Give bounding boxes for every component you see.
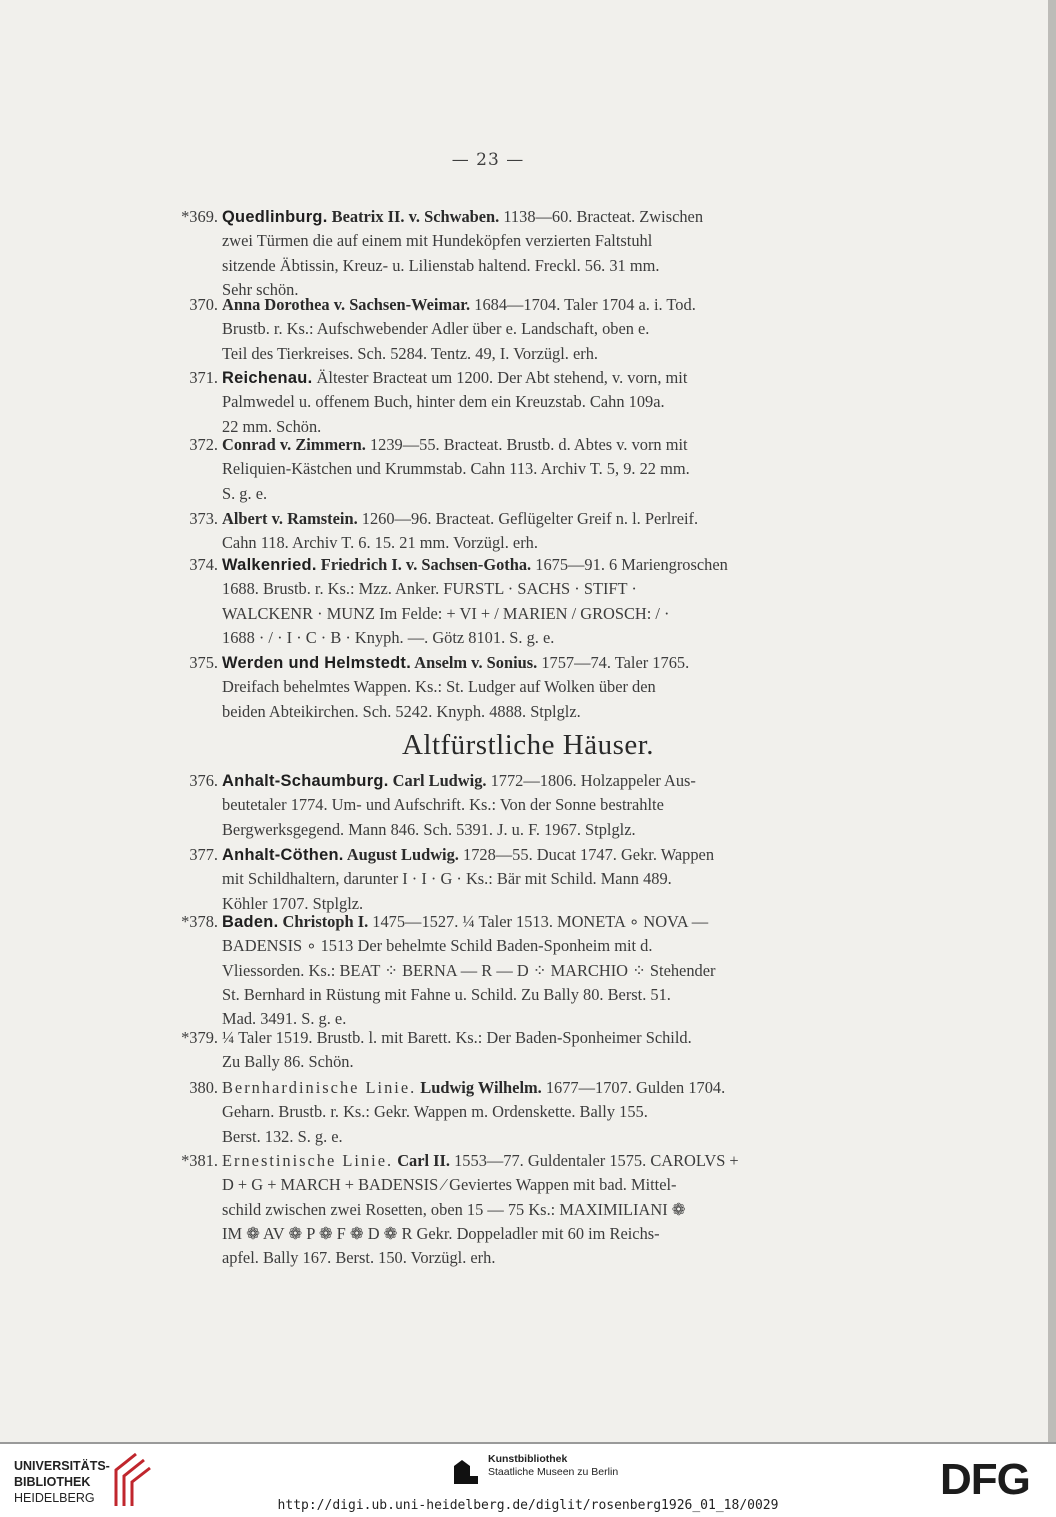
entry-number: 375. xyxy=(189,653,218,672)
entry-text: 1553—77. Guldentaler 1575. CAROLVS + xyxy=(450,1151,739,1170)
entry-number: 370. xyxy=(189,295,218,314)
page-number: — 23 — xyxy=(451,150,525,170)
entry-line xyxy=(222,1026,840,1050)
entry-text: Mad. 3491. S. g. e. xyxy=(222,1009,347,1029)
catalog-entry xyxy=(140,553,840,650)
entry-heading: Anhalt-Cöthen. xyxy=(222,846,344,864)
ruler-name: Friedrich I. v. Sachsen-Gotha. xyxy=(316,555,532,574)
entry-text: IM ❁ AV ❁ P ❁ F ❁ D ❁ R Gekr. Doppeladler mit 60 im Reichs- xyxy=(222,1223,660,1243)
entry-text: schild zwischen zwei Rosetten, oben 15 — 75 Ks.: MAXIMILIANI ❁ xyxy=(222,1199,686,1219)
entry-line xyxy=(222,293,840,317)
entry-text: beutetaler 1774. Um- und Aufschrift. Ks.: Von der Sonne bestrahlte xyxy=(222,795,664,815)
ruler-name: Ludwig Wilhelm. xyxy=(416,1078,542,1097)
entry-text: 1728—55. Ducat 1747. Gekr. Wappen xyxy=(458,845,715,864)
entry-text: Zu Bally 86. Schön. xyxy=(222,1052,354,1072)
entry-text: St. Bernhard in Rüstung mit Fahne u. Schild. Zu Bally 80. Berst. 51. xyxy=(222,984,671,1004)
entry-line xyxy=(222,507,840,531)
entry-line xyxy=(222,1222,840,1246)
entry-text: ¼ Taler 1519. Brustb. l. mit Barett. Ks.: Der Baden-Sponheimer Schild. xyxy=(222,1028,692,1047)
entry-number: 377. xyxy=(189,845,218,864)
entry-number: 372. xyxy=(189,435,218,454)
entry-text: 1688 · / · I · C · B · Knyph. —. Götz 8101. S. g. e. xyxy=(222,627,555,647)
source-url[interactable]: http://digi.ub.uni-heidelberg.de/diglit/rosenberg1926_01_18/0029 xyxy=(277,1498,779,1513)
entry-line xyxy=(222,482,840,506)
ub-line-2: BIBLIOTHEK xyxy=(14,1475,91,1489)
entry-heading: Werden und Helmstedt. xyxy=(222,654,412,672)
entry-text: Köhler 1707. Stplglz. xyxy=(222,893,364,913)
entry-text: Sehr schön. xyxy=(222,279,299,299)
catalog-entry xyxy=(140,843,840,916)
entry-heading: Anhalt-Schaumburg. xyxy=(222,772,389,790)
dfg-logo: DFG xyxy=(940,1455,1030,1504)
entry-text: 1260—96. Bracteat. Geflügelter Greif n. l. Perlreif. xyxy=(357,509,699,528)
entry-text: apfel. Bally 167. Berst. 150. Vorzügl. erh. xyxy=(222,1248,496,1268)
entry-line xyxy=(222,910,840,934)
entry-number: *378. xyxy=(181,912,218,931)
entry-text: 1757—74. Taler 1765. xyxy=(537,653,690,672)
entry-line xyxy=(222,457,840,481)
entry-text: WALCKENR · MUNZ Im Felde: + VI + / MARIEN / GROSCH: / · xyxy=(222,603,670,623)
entry-line xyxy=(222,1149,840,1173)
entry-line xyxy=(222,254,840,278)
catalog-entry xyxy=(140,769,840,842)
entry-text: Teil des Tierkreises. Sch. 5284. Tentz. 49, I. Vorzügl. erh. xyxy=(222,343,599,363)
ruler-name: Carl II. xyxy=(393,1151,451,1170)
entry-number: 371. xyxy=(189,368,218,387)
entry-line xyxy=(222,366,840,390)
page-edge xyxy=(1048,0,1056,1442)
entry-line xyxy=(222,602,840,626)
entry-line xyxy=(222,577,840,601)
entry-line xyxy=(222,700,840,724)
entry-line xyxy=(222,675,840,699)
entry-line xyxy=(222,1198,840,1222)
entry-number: *381. xyxy=(181,1151,218,1170)
entry-text: BADENSIS ∘ 1513 Der behelmte Schild Baden-Sponheim mit d. xyxy=(222,936,653,956)
entry-text: Ältester Bracteat um 1200. Der Abt stehend, v. vorn, mit xyxy=(312,368,688,387)
entry-text: mit Schildhaltern, darunter I · I · G · Ks.: Bär mit Schild. Mann 489. xyxy=(222,869,672,889)
catalog-entry xyxy=(140,507,840,556)
section-heading: Altfürstliche Häuser. xyxy=(401,729,655,761)
entry-heading: Reichenau. xyxy=(222,369,313,387)
entry-number: 374. xyxy=(189,555,218,574)
lineage-name: Ernestinische Linie. xyxy=(222,1151,394,1170)
entry-line xyxy=(222,531,840,555)
catalog-entry xyxy=(140,910,840,1031)
ub-line-3: HEIDELBERG xyxy=(14,1491,95,1505)
entry-text: Berst. 132. S. g. e. xyxy=(222,1126,343,1146)
ruler-name: August Ludwig. xyxy=(343,845,459,864)
entry-text: Vliessorden. Ks.: BEAT ⁘ BERNA — R — D ⁘ MARCHIO ⁘ Stehender xyxy=(222,960,716,980)
catalog-entry xyxy=(140,366,840,439)
entry-line xyxy=(222,769,840,793)
entry-text: 1138—60. Bracteat. Zwischen xyxy=(499,207,704,226)
catalog-entry xyxy=(140,205,840,302)
catalog-entry xyxy=(140,433,840,506)
ruler-name: Albert v. Ramstein. xyxy=(222,509,358,528)
entry-text: 1475—1527. ¼ Taler 1513. MONETA ∘ NOVA — xyxy=(368,912,709,931)
kb-line-2: Staatliche Museen zu Berlin xyxy=(488,1466,619,1478)
footer-divider xyxy=(0,1442,1056,1444)
entry-text: Palmwedel u. offenem Buch, hinter dem ein Kreuzstab. Cahn 109a. xyxy=(222,392,665,412)
entry-text: S. g. e. xyxy=(222,483,268,503)
entry-text: Bergwerksgegend. Mann 846. Sch. 5391. J. u. F. 1967. Stplglz. xyxy=(222,819,636,839)
catalog-entry xyxy=(140,1076,840,1149)
entry-line xyxy=(222,433,840,457)
entry-line xyxy=(222,959,840,983)
ruler-name: Anna Dorothea v. Sachsen-Weimar. xyxy=(222,295,471,314)
catalog-entry xyxy=(140,1026,840,1075)
entry-number: *369. xyxy=(181,207,218,226)
entry-line xyxy=(222,317,840,341)
kunstbibliothek-label xyxy=(488,1453,618,1479)
entry-text: 22 mm. Schön. xyxy=(222,416,322,436)
entry-line xyxy=(222,1246,840,1270)
entry-line xyxy=(222,1173,840,1197)
entry-number: *379. xyxy=(181,1028,218,1047)
entry-line xyxy=(222,1076,840,1100)
entry-text: 1772—1806. Holzappeler Aus- xyxy=(486,771,696,790)
lineage-name: Bernhardinische Linie. xyxy=(222,1078,417,1097)
kunstbibliothek-logo-icon xyxy=(448,1454,482,1488)
ruler-name: Beatrix II. v. Schwaben. xyxy=(327,207,500,226)
entry-line xyxy=(222,553,840,577)
entry-heading: Baden. xyxy=(222,913,279,931)
entry-heading: Walkenried. xyxy=(222,556,317,574)
catalog-entry xyxy=(140,293,840,366)
entry-text: D + G + MARCH + BADENSIS ⁄ Geviertes Wappen mit bad. Mittel- xyxy=(222,1175,677,1195)
entry-text: Brustb. r. Ks.: Aufschwebender Adler über e. Landschaft, oben e. xyxy=(222,319,650,339)
entry-line xyxy=(222,342,840,366)
entry-line xyxy=(222,626,840,650)
entry-line xyxy=(222,229,840,253)
ruler-name: Carl Ludwig. xyxy=(388,771,487,790)
entry-number: 376. xyxy=(189,771,218,790)
entry-line xyxy=(222,205,840,229)
entry-line xyxy=(222,867,840,891)
catalog-entry xyxy=(140,1149,840,1270)
entry-line xyxy=(222,1100,840,1124)
entry-text: Dreifach behelmtes Wappen. Ks.: St. Ludger auf Wolken über den xyxy=(222,677,656,697)
entry-number: 380. xyxy=(189,1078,218,1097)
catalog-entry xyxy=(140,651,840,724)
ruler-name: Christoph I. xyxy=(278,912,369,931)
entry-text: beiden Abteikirchen. Sch. 5242. Knyph. 4888. Stplglz. xyxy=(222,701,581,721)
entry-line xyxy=(222,793,840,817)
entry-text: Reliquien-Kästchen und Krummstab. Cahn 113. Archiv T. 5, 9. 22 mm. xyxy=(222,459,690,479)
entry-text: 1688. Brustb. r. Ks.: Mzz. Anker. FURSTL · SACHS · STIFT · xyxy=(222,579,637,599)
entry-line xyxy=(222,1050,840,1074)
entry-line xyxy=(222,818,840,842)
ub-line-1: UNIVERSITÄTS- xyxy=(14,1459,110,1473)
kb-line-1: Kunstbibliothek xyxy=(488,1453,568,1465)
ruler-name: Anselm v. Sonius. xyxy=(411,653,538,672)
entry-line xyxy=(222,843,840,867)
entry-text: zwei Türmen die auf einem mit Hundeköpfen verzierten Faltstuhl xyxy=(222,231,653,251)
entry-heading: Quedlinburg. xyxy=(222,208,328,226)
entry-text: Geharn. Brustb. r. Ks.: Gekr. Wappen m. Ordenskette. Bally 155. xyxy=(222,1102,648,1122)
entry-text: 1677—1707. Gulden 1704. xyxy=(541,1078,726,1097)
entry-number: 373. xyxy=(189,509,218,528)
entry-line xyxy=(222,983,840,1007)
entry-text: 1684—1704. Taler 1704 a. i. Tod. xyxy=(470,295,696,314)
entry-line xyxy=(222,934,840,958)
entry-line xyxy=(222,1125,840,1149)
entry-text: Cahn 118. Archiv T. 6. 15. 21 mm. Vorzügl. erh. xyxy=(222,533,538,553)
ruler-name: Conrad v. Zimmern. xyxy=(222,435,366,454)
entry-text: sitzende Äbtissin, Kreuz- u. Lilienstab haltend. Freckl. 56. 31 mm. xyxy=(222,255,660,275)
entry-line xyxy=(222,390,840,414)
entry-line xyxy=(222,651,840,675)
entry-text: 1239—55. Bracteat. Brustb. d. Abtes v. vorn mit xyxy=(365,435,688,454)
entry-text: 1675—91. 6 Mariengroschen xyxy=(531,555,728,574)
